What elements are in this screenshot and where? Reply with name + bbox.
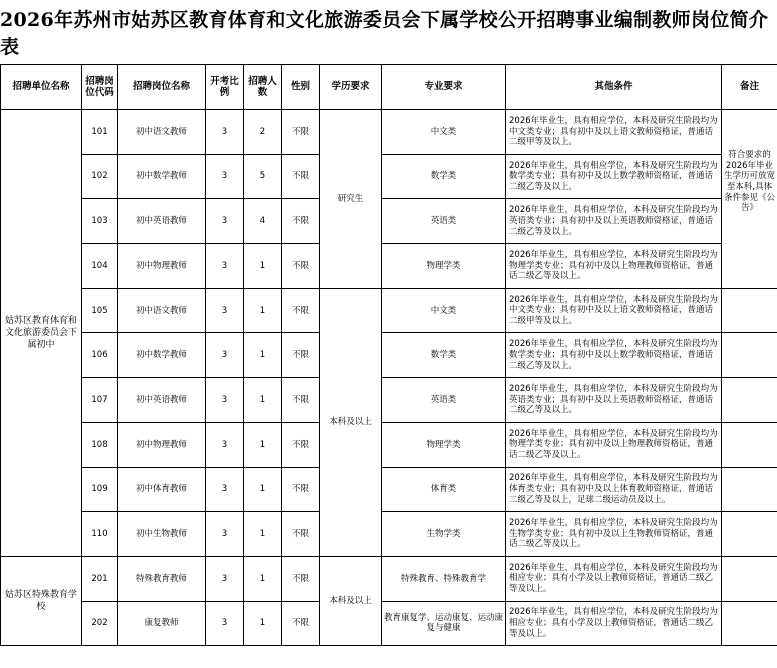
major-requirement-cell: 生物学类	[382, 512, 506, 557]
hire-count-cell: 1	[244, 512, 282, 557]
hire-count-cell: 1	[244, 601, 282, 646]
major-requirement-cell: 体育类	[382, 467, 506, 512]
gender-cell: 不限	[282, 512, 320, 557]
exam-ratio-cell: 3	[206, 556, 244, 601]
other-conditions-cell: 2026年毕业生，具有相应学位，本科及研究生阶段均为英语类专业；具有初中及以上英语教师资格证，普通话二级乙等及以上。	[506, 199, 722, 244]
major-requirement-cell: 数学类	[382, 154, 506, 199]
other-conditions-cell: 2026年毕业生，具有相应学位，本科及研究生阶段均为中文类专业；具有初中及以上语文教师资格证，普通话二级甲等及以上。	[506, 110, 722, 155]
gender-cell: 不限	[282, 556, 320, 601]
exam-ratio-cell: 3	[206, 244, 244, 289]
table-row	[1, 422, 777, 467]
post-code-cell: 103	[82, 199, 118, 244]
hire-count-cell: 5	[244, 154, 282, 199]
header-ratio: 开考比例	[206, 65, 244, 110]
header-note: 备注	[722, 65, 777, 110]
major-requirement-cell: 物理学类	[382, 422, 506, 467]
other-conditions-cell: 2026年毕业生，具有相应学位，本科及研究生阶段均为体育类专业；具有初中及以上体育教师资格证，普通话二级乙等及以上，足球二级运动员及以上。	[506, 467, 722, 512]
exam-ratio-cell: 3	[206, 467, 244, 512]
unit-name-cell: 姑苏区教育体育和文化旅游委员会下属初中	[1, 110, 82, 557]
major-requirement-cell: 中文类	[382, 110, 506, 155]
other-conditions-cell: 2026年毕业生，具有相应学位，本科及研究生阶段均为英语类专业；具有初中及以上英语教师资格证，普通话二级乙等及以上。	[506, 378, 722, 423]
note-cell-empty	[722, 288, 777, 333]
post-code-cell: 104	[82, 244, 118, 289]
gender-cell: 不限	[282, 422, 320, 467]
post-name-cell: 初中生物教师	[118, 512, 206, 557]
header-code: 招聘岗位代码	[82, 65, 118, 110]
post-name-cell: 初中语文教师	[118, 288, 206, 333]
hire-count-cell: 1	[244, 244, 282, 289]
other-conditions-cell: 2026年毕业生，具有相应学位，本科及研究生阶段均为物理学类专业；具有初中及以上物理教师资格证，普通话二级乙等及以上。	[506, 422, 722, 467]
post-code-cell: 102	[82, 154, 118, 199]
header-row	[1, 65, 777, 110]
note-cell-empty	[722, 467, 777, 512]
table-row	[1, 556, 777, 601]
note-cell-empty	[722, 333, 777, 378]
exam-ratio-cell: 3	[206, 154, 244, 199]
header-cond: 其他条件	[506, 65, 722, 110]
exam-ratio-cell: 3	[206, 512, 244, 557]
post-code-cell: 202	[82, 601, 118, 646]
header-count: 招聘人数	[244, 65, 282, 110]
post-code-cell: 101	[82, 110, 118, 155]
exam-ratio-cell: 3	[206, 288, 244, 333]
post-name-cell: 初中数学教师	[118, 154, 206, 199]
other-conditions-cell: 2026年毕业生，具有相应学位，本科及研究生阶段均为生物学类专业；具有初中及以上生物教师资格证，普通话二级乙等及以上。	[506, 512, 722, 557]
major-requirement-cell: 英语类	[382, 199, 506, 244]
header-major: 专业要求	[382, 65, 506, 110]
gender-cell: 不限	[282, 378, 320, 423]
gender-cell: 不限	[282, 199, 320, 244]
gender-cell: 不限	[282, 110, 320, 155]
post-name-cell: 初中体育教师	[118, 467, 206, 512]
other-conditions-cell: 2026年毕业生，具有相应学位，本科及研究生阶段均为数学类专业；具有初中及以上数学教师资格证，普通话二级乙等及以上。	[506, 333, 722, 378]
post-name-cell: 康复教师	[118, 601, 206, 646]
note-cell-empty	[722, 512, 777, 557]
table-row	[1, 378, 777, 423]
post-name-cell: 初中英语教师	[118, 378, 206, 423]
post-name-cell: 特殊教育教师	[118, 556, 206, 601]
other-conditions-cell: 2026年毕业生，具有相应学位，本科及研究生阶段均为数学类专业；具有初中及以上数学教师资格证，普通话二级乙等及以上。	[506, 154, 722, 199]
hire-count-cell: 1	[244, 467, 282, 512]
table-row	[1, 333, 777, 378]
post-code-cell: 105	[82, 288, 118, 333]
post-name-cell: 初中英语教师	[118, 199, 206, 244]
hire-count-cell: 1	[244, 422, 282, 467]
page-title: 2026年苏州市姑苏区教育体育和文化旅游委员会下属学校公开招聘事业编制教师岗位简介表	[0, 9, 769, 58]
header-unit: 招聘单位名称	[1, 65, 82, 110]
post-code-cell: 108	[82, 422, 118, 467]
table-row	[1, 467, 777, 512]
table-row	[1, 601, 777, 646]
exam-ratio-cell: 3	[206, 378, 244, 423]
table-row	[1, 110, 777, 155]
exam-ratio-cell: 3	[206, 110, 244, 155]
edu-requirement-cell: 本科及以上	[320, 288, 382, 556]
note-cell-empty	[722, 601, 777, 646]
gender-cell: 不限	[282, 467, 320, 512]
gender-cell: 不限	[282, 154, 320, 199]
note-cell-empty	[722, 556, 777, 601]
table-row	[1, 512, 777, 557]
major-requirement-cell: 英语类	[382, 378, 506, 423]
other-conditions-cell: 2026年毕业生，具有相应学位，本科及研究生阶段均为中文类专业；具有初中及以上语文教师资格证，普通话二级甲等及以上。	[506, 288, 722, 333]
exam-ratio-cell: 3	[206, 199, 244, 244]
hire-count-cell: 1	[244, 333, 282, 378]
post-name-cell: 初中物理教师	[118, 422, 206, 467]
gender-cell: 不限	[282, 601, 320, 646]
major-requirement-cell: 物理学类	[382, 244, 506, 289]
header-gender: 性别	[282, 65, 320, 110]
post-name-cell: 初中语文教师	[118, 110, 206, 155]
other-conditions-cell: 2026年毕业生，具有相应学位，本科及研究生阶段均为相应专业；具有小学及以上教师资格证，普通话二级乙等及以上。	[506, 601, 722, 646]
hire-count-cell: 4	[244, 199, 282, 244]
major-requirement-cell: 数学类	[382, 333, 506, 378]
post-code-cell: 110	[82, 512, 118, 557]
note-cell-empty	[722, 378, 777, 423]
hire-count-cell: 1	[244, 556, 282, 601]
post-code-cell: 107	[82, 378, 118, 423]
gender-cell: 不限	[282, 333, 320, 378]
gender-cell: 不限	[282, 288, 320, 333]
hire-count-cell: 1	[244, 288, 282, 333]
hire-count-cell: 1	[244, 378, 282, 423]
exam-ratio-cell: 3	[206, 601, 244, 646]
post-name-cell: 初中数学教师	[118, 333, 206, 378]
hire-count-cell: 2	[244, 110, 282, 155]
post-code-cell: 106	[82, 333, 118, 378]
gender-cell: 不限	[282, 244, 320, 289]
table-row	[1, 199, 777, 244]
exam-ratio-cell: 3	[206, 333, 244, 378]
note-cell: 符合要求的2026年毕业生学历可放宽至本科,具体条件参见《公告》	[722, 110, 777, 289]
major-requirement-cell: 教育康复学、运动康复、运动康复与健康	[382, 601, 506, 646]
table-row	[1, 244, 777, 289]
post-name-cell: 初中物理教师	[118, 244, 206, 289]
other-conditions-cell: 2026年毕业生，具有相应学位，本科及研究生阶段均为相应专业；具有小学及以上教师资格证，普通话二级乙等及以上。	[506, 556, 722, 601]
edu-requirement-cell: 研究生	[320, 110, 382, 289]
header-post: 招聘岗位名称	[118, 65, 206, 110]
post-code-cell: 201	[82, 556, 118, 601]
header-edu: 学历要求	[320, 65, 382, 110]
table-row	[1, 154, 777, 199]
recruitment-table	[0, 64, 777, 646]
exam-ratio-cell: 3	[206, 422, 244, 467]
post-code-cell: 109	[82, 467, 118, 512]
other-conditions-cell: 2026年毕业生，具有相应学位，本科及研究生阶段均为物理学类专业；具有初中及以上物理教师资格证，普通话二级乙等及以上。	[506, 244, 722, 289]
unit-name-cell: 姑苏区特殊教育学校	[1, 556, 82, 645]
note-cell-empty	[722, 422, 777, 467]
edu-requirement-cell: 本科及以上	[320, 556, 382, 645]
table-row	[1, 288, 777, 333]
major-requirement-cell: 特殊教育、特殊教育学	[382, 556, 506, 601]
major-requirement-cell: 中文类	[382, 288, 506, 333]
